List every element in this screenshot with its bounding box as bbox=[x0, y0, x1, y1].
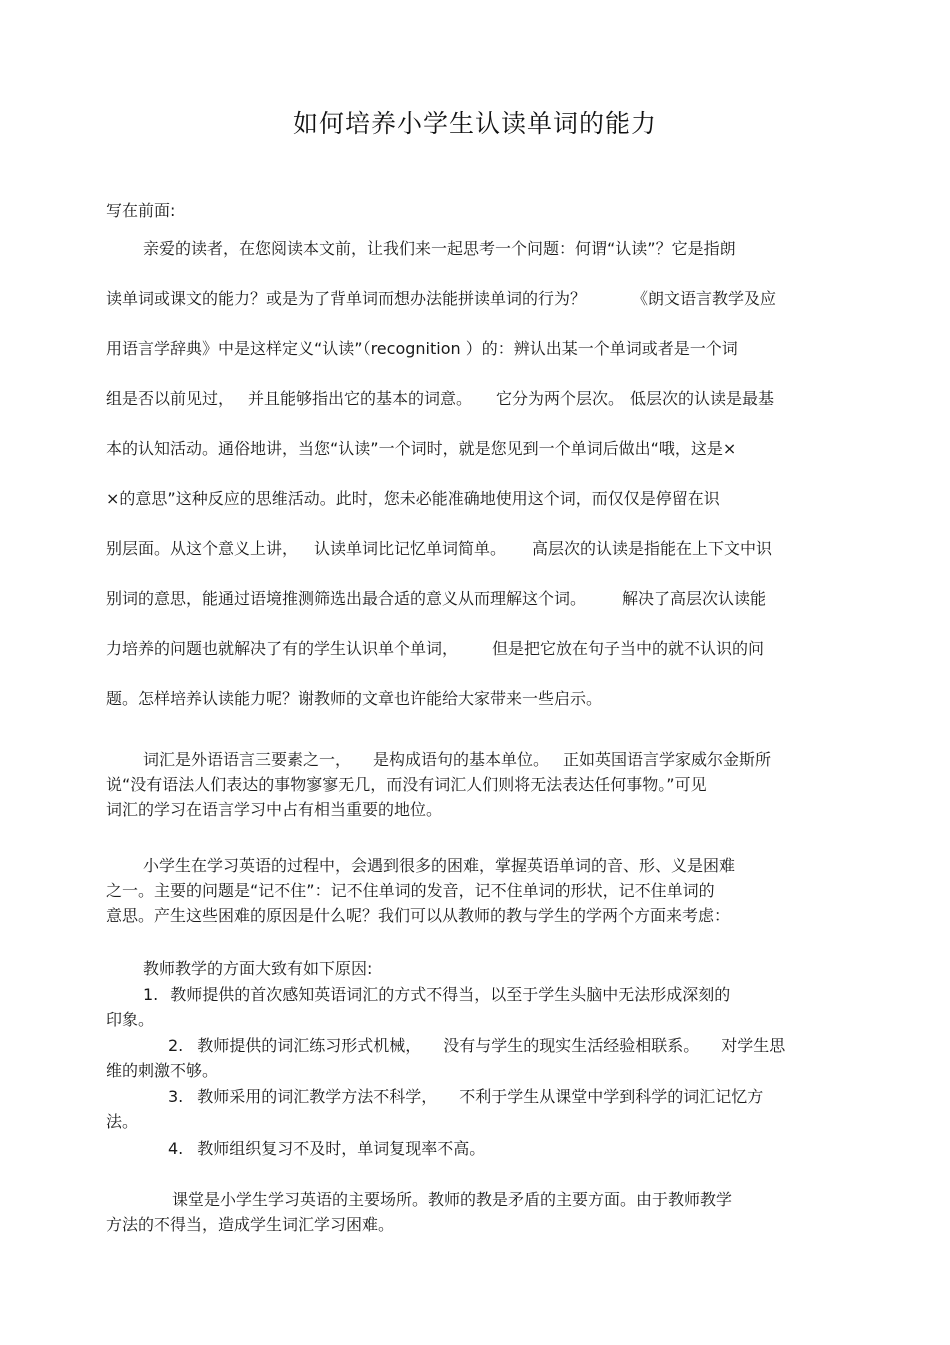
reason-number: 4. bbox=[168, 1139, 184, 1158]
reason-continuation: 维的刺激不够。 bbox=[106, 1061, 219, 1080]
reason-text: 没有与学生的现实生活经验相联系。 bbox=[443, 1036, 700, 1055]
reason-item bbox=[168, 1087, 763, 1107]
reason-item bbox=[168, 1139, 485, 1159]
preface-text: 认读单词比记忆单词简单。 bbox=[314, 539, 507, 558]
body-line: 之一。主要的问题是“记不住”：记不住单词的发音，记不住单词的形状，记不住单词的 bbox=[106, 881, 715, 900]
reason-text: 教师组织复习不及时，单词复现率不高。 bbox=[197, 1139, 486, 1158]
reason-continuation: 印象。 bbox=[106, 1010, 155, 1029]
preface-line bbox=[106, 639, 764, 659]
body-line: 课堂是小学生学习英语的主要场所。教师的教是矛盾的主要方面。由于教师教学 bbox=[172, 1190, 733, 1209]
preface-text: 它分为两个层次。 bbox=[496, 389, 625, 408]
preface-line bbox=[106, 289, 776, 309]
preface-line bbox=[106, 589, 766, 609]
body-text: 正如英国语言学家威尔金斯所 bbox=[563, 750, 772, 769]
reason-text: 教师采用的词汇教学方法不科学， bbox=[197, 1087, 438, 1106]
preface-line bbox=[106, 389, 774, 409]
preface-text: 低层次的认读是最基 bbox=[630, 389, 775, 408]
preface-text: 别词的意思，能通过语境推测筛选出最合适的意义从而理解这个词。 bbox=[106, 589, 587, 608]
preface-line: 亲爱的读者，在您阅读本文前，让我们来一起思考一个问题：何谓“认读”？它是指朗 bbox=[143, 239, 736, 258]
document-title: 如何培养小学生认读单词的能力 bbox=[292, 109, 657, 138]
reason-number: 2. bbox=[168, 1036, 184, 1055]
preface-text: 解决了高层次认读能 bbox=[622, 589, 767, 608]
body-text: 词汇是外语语言三要素之一， bbox=[143, 750, 352, 769]
preface-line bbox=[106, 539, 772, 559]
reason-continuation: 法。 bbox=[106, 1112, 139, 1131]
body-line bbox=[143, 750, 771, 770]
preface-line: 用语言学辞典》中是这样定义“认读”（recognition ）的：辨认出某一个单词或者是一个词 bbox=[106, 339, 738, 358]
body-line: 意思。产生这些困难的原因是什么呢？我们可以从教师的教与学生的学两个方面来考虑： bbox=[106, 906, 731, 925]
preface-text: 组是否以前见过， bbox=[106, 389, 235, 408]
body-text: 是构成语句的基本单位。 bbox=[373, 750, 550, 769]
preface-text: 别层面。从这个意义上讲， bbox=[106, 539, 299, 558]
reason-number: 1. bbox=[143, 985, 159, 1004]
reason-item bbox=[168, 1036, 785, 1056]
preface-line: ×的意思”这种反应的思维活动。此时，您未必能准确地使用这个词，而仅仅是停留在识 bbox=[106, 489, 720, 508]
preface-label: 写在前面: bbox=[106, 201, 176, 220]
reason-item bbox=[143, 985, 730, 1005]
preface-line: 本的认知活动。通俗地讲，当您“认读”一个词时，就是您见到一个单词后做出“哦，这是× bbox=[106, 439, 737, 458]
preface-line: 题。怎样培养认读能力呢？谢教师的文章也许能给大家带来一些启示。 bbox=[106, 689, 603, 708]
preface-text: 力培养的问题也就解决了有的学生认识单个单词， bbox=[106, 639, 459, 658]
preface-text: 但是把它放在句子当中的就不认识的问 bbox=[492, 639, 765, 658]
body-line: 说“没有语法人们表达的事物寥寥无几，而没有词汇人们则将无法表达任何事物。”可见 bbox=[106, 775, 707, 794]
reason-number: 3. bbox=[168, 1087, 184, 1106]
preface-text: 读单词或课文的能力？或是为了背单词而想办法能拼读单词的行为？ bbox=[106, 289, 587, 308]
body-line: 词汇的学习在语言学习中占有相当重要的地位。 bbox=[106, 800, 443, 819]
preface-text: 高层次的认读是指能在上下文中识 bbox=[532, 539, 773, 558]
reason-text: 对学生思 bbox=[721, 1036, 786, 1055]
preface-text: 并且能够指出它的基本的词意。 bbox=[248, 389, 473, 408]
reason-text: 教师提供的首次感知英语词汇的方式不得当，以至于学生头脑中无法形成深刻的 bbox=[170, 985, 731, 1004]
reason-text: 教师提供的词汇练习形式机械， bbox=[197, 1036, 422, 1055]
body-line: 方法的不得当，造成学生词汇学习困难。 bbox=[106, 1215, 395, 1234]
preface-text: 《朗文语言教学及应 bbox=[632, 289, 777, 308]
reason-text: 不利于学生从课堂中学到科学的词汇记忆方 bbox=[459, 1087, 764, 1106]
reasons-heading: 教师教学的方面大致有如下原因: bbox=[143, 959, 373, 978]
body-line: 小学生在学习英语的过程中，会遇到很多的困难，掌握英语单词的音、形、义是困难 bbox=[143, 856, 736, 875]
